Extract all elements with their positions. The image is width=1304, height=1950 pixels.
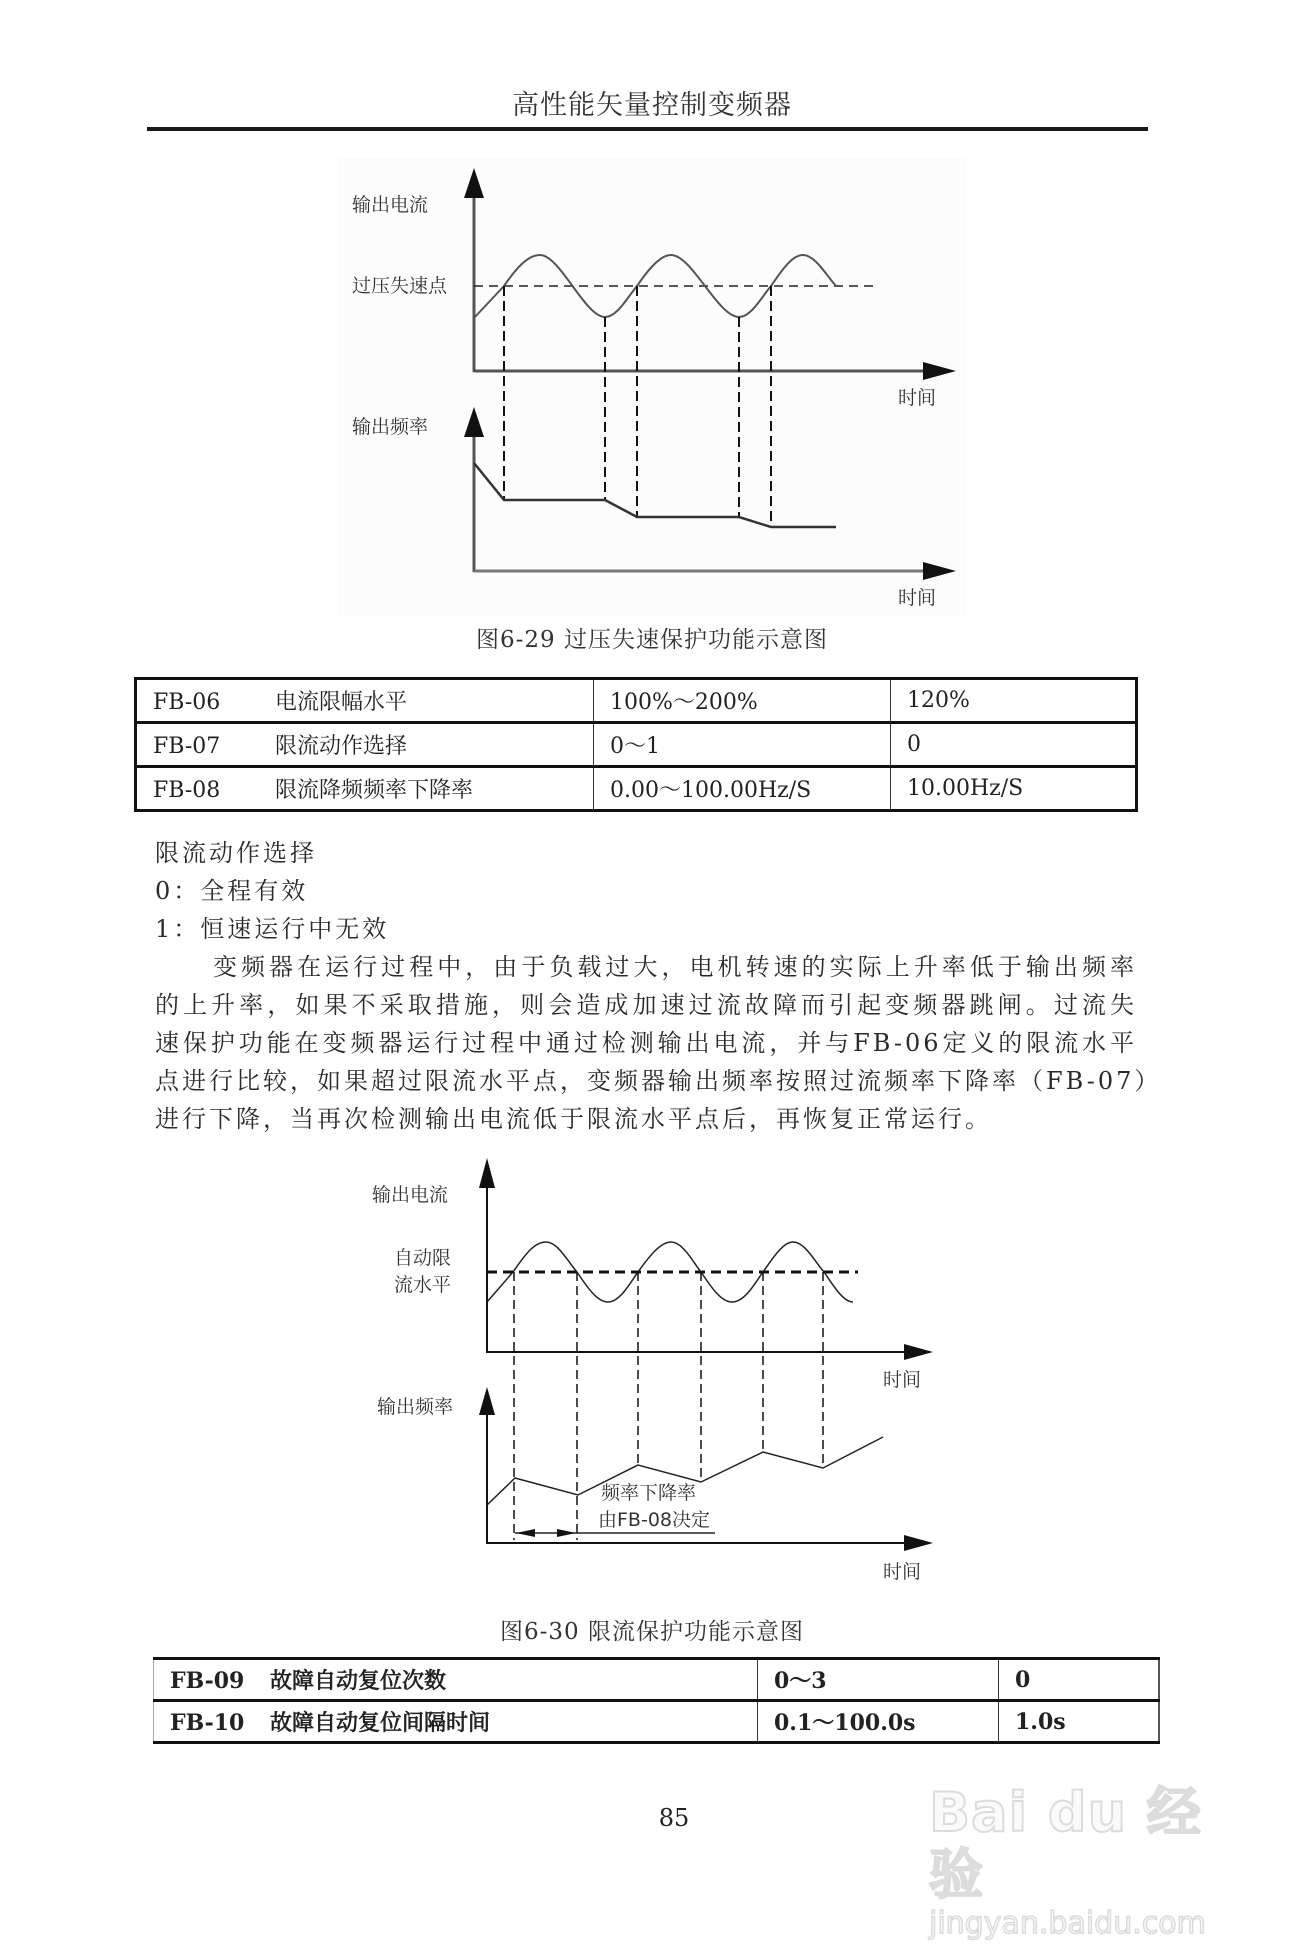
- param-code: FB-10: [170, 1710, 245, 1736]
- section-heading: 限流动作选择: [155, 839, 317, 867]
- param-name: 限流动作选择: [275, 734, 408, 759]
- watermark-url: jingyan.baidu.com: [929, 1906, 1206, 1941]
- figure-6-30-caption: 图6-30 限流保护功能示意图: [500, 1619, 804, 1645]
- param-code: FB-07: [153, 734, 221, 759]
- parameter-table-fb09-fb10: [153, 1657, 1160, 1744]
- param-code: FB-06: [153, 690, 221, 715]
- table-row: [136, 723, 1137, 767]
- option-0: 0：全程有效: [155, 877, 309, 905]
- figure-6-29-caption: 图6-29 过压失速保护功能示意图: [476, 627, 828, 653]
- watermark-brand: Bai du 经验: [929, 1781, 1202, 1906]
- fig2-x-label-time-top: 时间: [883, 1369, 922, 1391]
- fig2-annotation-line1: 频率下降率: [601, 1482, 697, 1504]
- param-range: 0～3: [758, 1659, 999, 1701]
- table-row: [136, 767, 1137, 811]
- fig1-level-label: 过压失速点: [352, 275, 448, 297]
- fig2-y-label-current: 输出电流: [372, 1184, 449, 1206]
- paragraph-line: 进行下降，当再次检测输出电流低于限流水平点后，再恢复正常运行。: [155, 1105, 992, 1133]
- param-default: 10.00Hz/S: [891, 767, 1137, 811]
- fig2-level-label-line2: 流水平: [394, 1274, 452, 1296]
- param-default: 1.0s: [999, 1701, 1160, 1743]
- figure-6-30-diagram: [0, 1140, 1304, 1600]
- fig1-x-label-time-bottom: 时间: [898, 587, 937, 609]
- paragraph-line: 变频器在运行过程中，由于负载过大，电机转速的实际上升率低于输出频率: [213, 953, 1137, 981]
- param-name: 限流降频频率下降率: [275, 778, 474, 803]
- table-row: [154, 1701, 1160, 1743]
- param-range: 0～1: [594, 723, 891, 767]
- param-default: 0: [891, 723, 1137, 767]
- parameter-table-fb06-fb08: [134, 677, 1138, 812]
- param-name: 电流限幅水平: [275, 690, 408, 715]
- fig2-y-label-frequency: 输出频率: [377, 1396, 454, 1418]
- param-range: 0.1～100.0s: [758, 1701, 999, 1743]
- fig2-x-label-time-bottom: 时间: [883, 1561, 922, 1583]
- fig1-y-label-current: 输出电流: [352, 194, 429, 216]
- fig1-x-label-time-top: 时间: [898, 387, 937, 409]
- fig2-level-label-line1: 自动限: [394, 1247, 452, 1269]
- param-code: FB-09: [170, 1668, 245, 1694]
- param-range: 100%～200%: [594, 679, 891, 723]
- figure-6-29-diagram: [0, 0, 1304, 640]
- param-default: 120%: [891, 679, 1137, 723]
- fig2-annotation-line2: 由FB-08决定: [598, 1509, 710, 1531]
- param-range: 0.00～100.00Hz/S: [594, 767, 891, 811]
- baidu-watermark: [929, 1782, 1229, 1942]
- param-name: 故障自动复位次数: [270, 1668, 447, 1694]
- table-row: [136, 679, 1137, 723]
- paragraph-line: 点进行比较，如果超过限流水平点，变频器输出频率按照过流频率下降率（FB-07）: [155, 1067, 1162, 1095]
- running-header-title: 高性能矢量控制变频器: [512, 90, 792, 121]
- table-row: [154, 1659, 1160, 1701]
- paragraph-line: 的上升率，如果不采取措施，则会造成加速过流故障而引起变频器跳闸。过流失: [155, 991, 1137, 1019]
- paragraph-line: 速保护功能在变频器运行过程中通过检测输出电流，并与FB-06定义的限流水平: [155, 1029, 1137, 1057]
- fig1-y-label-frequency: 输出频率: [352, 416, 429, 438]
- param-code: FB-08: [153, 778, 221, 803]
- page-number: 85: [658, 1804, 690, 1832]
- param-default: 0: [999, 1659, 1160, 1701]
- option-1: 1：恒速运行中无效: [155, 915, 390, 943]
- body-text: [155, 834, 1162, 1138]
- param-name: 故障自动复位间隔时间: [270, 1710, 491, 1736]
